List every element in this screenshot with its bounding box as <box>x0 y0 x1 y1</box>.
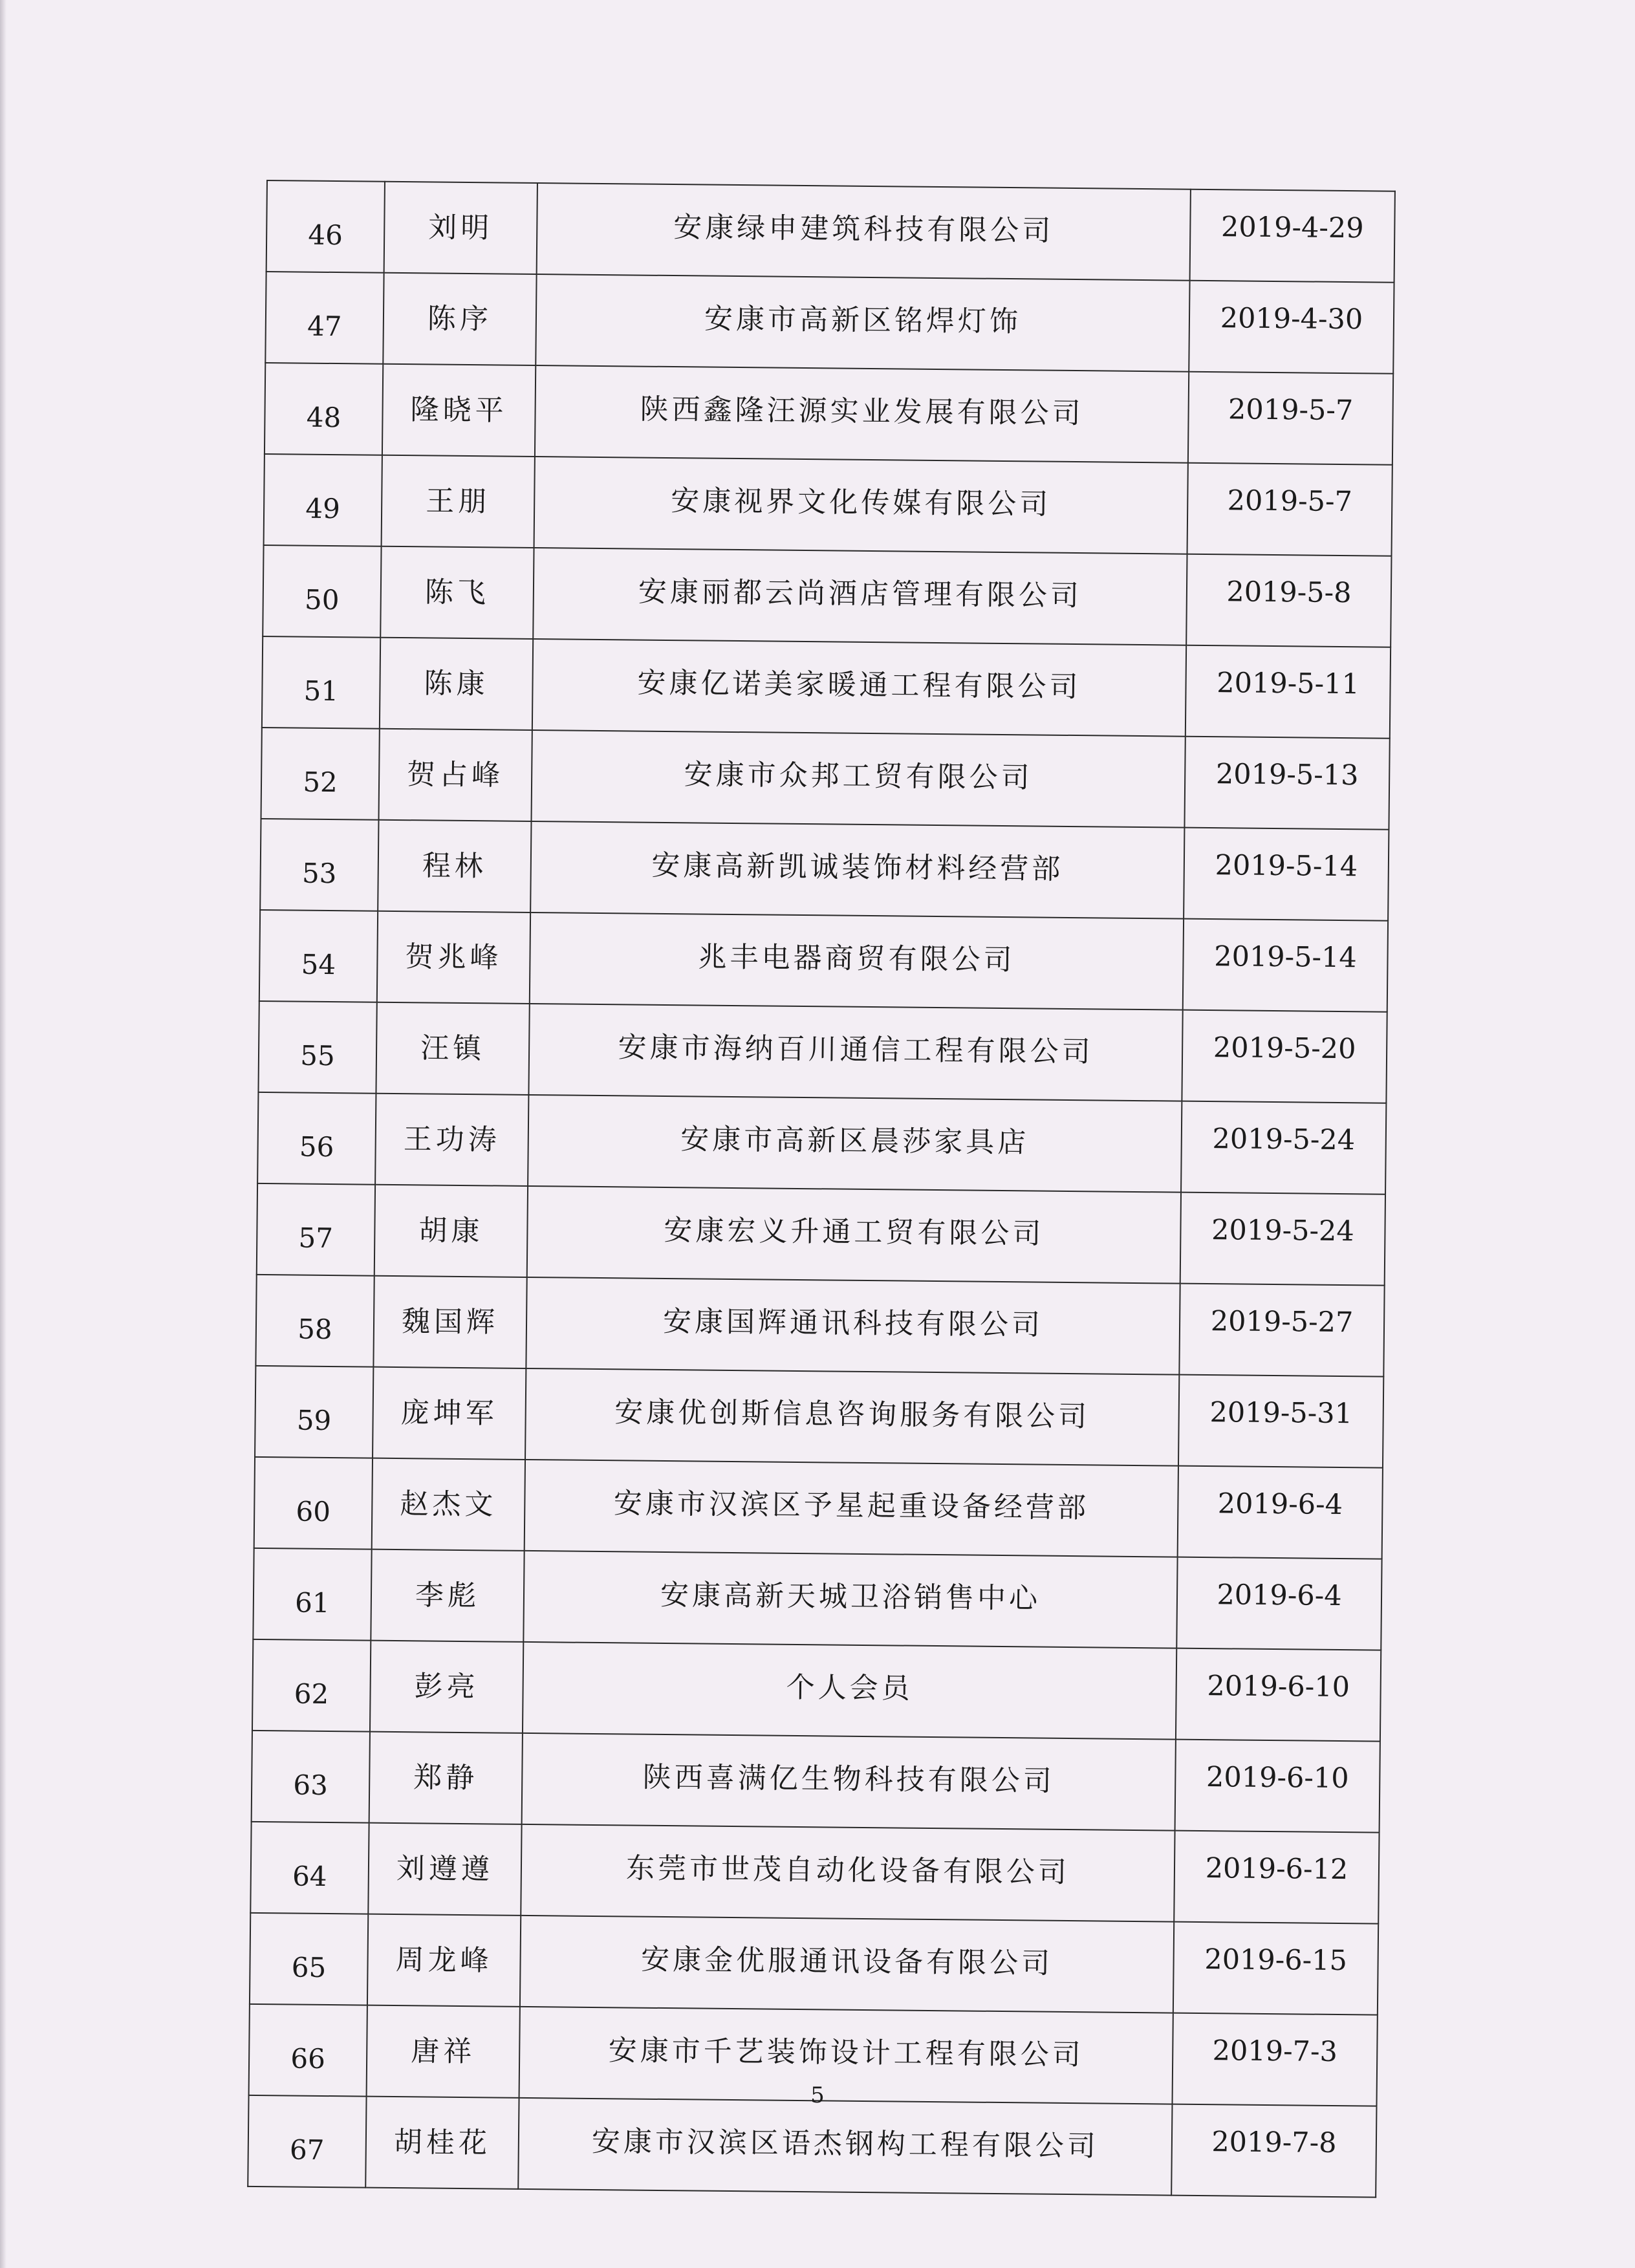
table-row <box>260 819 1389 921</box>
table-row <box>254 1457 1383 1559</box>
table-row <box>248 2095 1376 2198</box>
organization-name-cell: 安康市众邦工贸有限公司 <box>531 730 1185 828</box>
row-number-cell: 64 <box>250 1822 369 1914</box>
join-date-cell: 2019-5-14 <box>1184 828 1389 921</box>
organization-name-cell: 兆丰电器商贸有限公司 <box>530 913 1184 1010</box>
organization-name-cell: 安康金优服通讯设备有限公司 <box>520 1916 1174 2013</box>
table-row <box>255 1275 1384 1377</box>
organization-name-cell: 安康绿申建筑科技有限公司 <box>537 183 1191 281</box>
scan-edge-shadow <box>0 0 6 2268</box>
member-name-cell: 贺兆峰 <box>377 911 530 1004</box>
member-table <box>247 180 1396 2198</box>
table-row <box>259 910 1388 1012</box>
organization-name-cell: 安康市千艺装饰设计工程有限公司 <box>519 2007 1173 2104</box>
member-name-cell: 陈序 <box>383 273 536 365</box>
organization-name-cell: 陕西鑫隆汪源实业发展有限公司 <box>535 365 1189 463</box>
organization-name-cell: 安康亿诺美家暖通工程有限公司 <box>532 639 1186 737</box>
row-number-cell: 62 <box>252 1639 371 1732</box>
member-name-cell: 胡康 <box>374 1185 528 1277</box>
join-date-cell: 2019-6-10 <box>1175 1740 1380 1833</box>
table-row <box>265 272 1394 374</box>
member-table-container <box>247 180 1396 2198</box>
member-name-cell: 周龙峰 <box>367 1914 521 2007</box>
table-row <box>252 1639 1381 1742</box>
organization-name-cell: 安康宏义升通工贸有限公司 <box>527 1186 1181 1284</box>
row-number-cell: 60 <box>254 1457 373 1550</box>
join-date-cell: 2019-5-7 <box>1187 463 1392 556</box>
member-name-cell: 程林 <box>378 820 531 913</box>
organization-name-cell: 安康丽都云尚酒店管理有限公司 <box>533 548 1187 645</box>
table-row <box>264 454 1392 556</box>
row-number-cell: 48 <box>265 363 383 455</box>
join-date-cell: 2019-5-8 <box>1186 554 1391 647</box>
member-name-cell: 刘遵遵 <box>368 1823 521 1916</box>
row-number-cell: 53 <box>260 819 378 911</box>
member-name-cell: 胡桂花 <box>365 2097 519 2189</box>
join-date-cell: 2019-5-7 <box>1188 372 1393 465</box>
row-number-cell: 49 <box>264 454 382 546</box>
organization-name-cell: 安康市高新区铭焊灯饰 <box>536 274 1189 372</box>
table-row <box>266 180 1395 283</box>
row-number-cell: 52 <box>261 728 380 820</box>
row-number-cell: 59 <box>255 1366 373 1458</box>
member-name-cell: 庞坤军 <box>373 1367 526 1460</box>
join-date-cell: 2019-5-20 <box>1182 1010 1387 1103</box>
member-name-cell: 陈飞 <box>380 546 534 639</box>
member-table-body <box>248 180 1395 2198</box>
row-number-cell: 51 <box>262 636 380 729</box>
organization-name-cell: 安康高新天城卫浴销售中心 <box>523 1551 1177 1648</box>
member-name-cell: 贺占峰 <box>379 729 532 821</box>
row-number-cell: 65 <box>250 1913 368 2005</box>
row-number-cell: 46 <box>266 180 385 273</box>
join-date-cell: 2019-6-4 <box>1178 1466 1383 1559</box>
organization-name-cell: 安康视界文化传媒有限公司 <box>534 457 1188 554</box>
table-row <box>250 1913 1378 2015</box>
member-name-cell: 汪镇 <box>376 1002 529 1095</box>
join-date-cell: 2019-5-31 <box>1178 1375 1383 1468</box>
organization-name-cell: 安康国辉通讯科技有限公司 <box>526 1277 1180 1375</box>
member-name-cell: 王功涛 <box>375 1094 528 1186</box>
row-number-cell: 67 <box>248 2095 366 2188</box>
join-date-cell: 2019-4-30 <box>1189 281 1394 374</box>
member-name-cell: 王朋 <box>382 455 535 548</box>
table-row <box>263 545 1391 647</box>
row-number-cell: 58 <box>255 1275 374 1367</box>
row-number-cell: 47 <box>265 272 384 364</box>
join-date-cell: 2019-4-29 <box>1190 189 1395 283</box>
organization-name-cell: 陕西喜满亿生物科技有限公司 <box>522 1733 1176 1831</box>
organization-name-cell: 安康市汉滨区语杰钢构工程有限公司 <box>518 2098 1172 2196</box>
row-number-cell: 50 <box>263 545 381 638</box>
member-name-cell: 魏国辉 <box>373 1276 526 1368</box>
join-date-cell: 2019-6-15 <box>1173 1922 1378 2015</box>
table-row <box>253 1548 1381 1650</box>
table-row <box>252 1731 1380 1833</box>
member-name-cell: 刘明 <box>384 182 537 274</box>
organization-name-cell: 安康高新凯诚装饰材料经营部 <box>530 821 1184 919</box>
member-name-cell: 彭亮 <box>370 1641 523 1733</box>
join-date-cell: 2019-5-13 <box>1184 737 1389 830</box>
organization-name-cell: 个人会员 <box>523 1642 1176 1740</box>
table-row <box>262 636 1391 739</box>
table-row <box>257 1092 1386 1194</box>
member-name-cell: 郑静 <box>369 1732 523 1824</box>
organization-name-cell: 安康市海纳百川通信工程有限公司 <box>528 1004 1182 1101</box>
join-date-cell: 2019-7-3 <box>1173 2013 1378 2106</box>
join-date-cell: 2019-5-27 <box>1179 1284 1384 1377</box>
page-number: 5 <box>810 2082 825 2108</box>
row-number-cell: 63 <box>252 1731 370 1823</box>
organization-name-cell: 安康市高新区晨莎家具店 <box>528 1095 1182 1193</box>
join-date-cell: 2019-5-24 <box>1181 1101 1386 1194</box>
join-date-cell: 2019-6-10 <box>1176 1648 1381 1742</box>
organization-name-cell: 安康优创斯信息咨询服务有限公司 <box>525 1368 1179 1466</box>
row-number-cell: 66 <box>249 2004 367 2097</box>
member-name-cell: 李彪 <box>371 1550 524 1642</box>
member-name-cell: 赵杰文 <box>372 1458 525 1551</box>
join-date-cell: 2019-5-24 <box>1180 1193 1385 1286</box>
organization-name-cell: 东莞市世茂自动化设备有限公司 <box>521 1824 1175 1922</box>
row-number-cell: 61 <box>253 1548 371 1641</box>
organization-name-cell: 安康市汉滨区予星起重设备经营部 <box>525 1460 1178 1557</box>
table-row <box>257 1183 1385 1286</box>
table-row <box>258 1001 1387 1103</box>
row-number-cell: 56 <box>257 1092 376 1185</box>
table-row <box>261 728 1390 830</box>
join-date-cell: 2019-5-11 <box>1186 645 1391 739</box>
table-row <box>255 1366 1383 1468</box>
member-name-cell: 隆晓平 <box>382 364 536 457</box>
join-date-cell: 2019-6-4 <box>1176 1557 1381 1650</box>
member-name-cell: 陈康 <box>380 638 533 730</box>
join-date-cell: 2019-5-14 <box>1183 919 1388 1012</box>
row-number-cell: 57 <box>257 1183 375 1276</box>
row-number-cell: 54 <box>259 910 378 1002</box>
row-number-cell: 55 <box>258 1001 376 1094</box>
join-date-cell: 2019-7-8 <box>1171 2104 1376 2198</box>
member-name-cell: 唐祥 <box>367 2005 520 2098</box>
table-row <box>265 363 1393 465</box>
join-date-cell: 2019-6-12 <box>1174 1831 1379 1924</box>
table-row <box>250 1822 1379 1924</box>
